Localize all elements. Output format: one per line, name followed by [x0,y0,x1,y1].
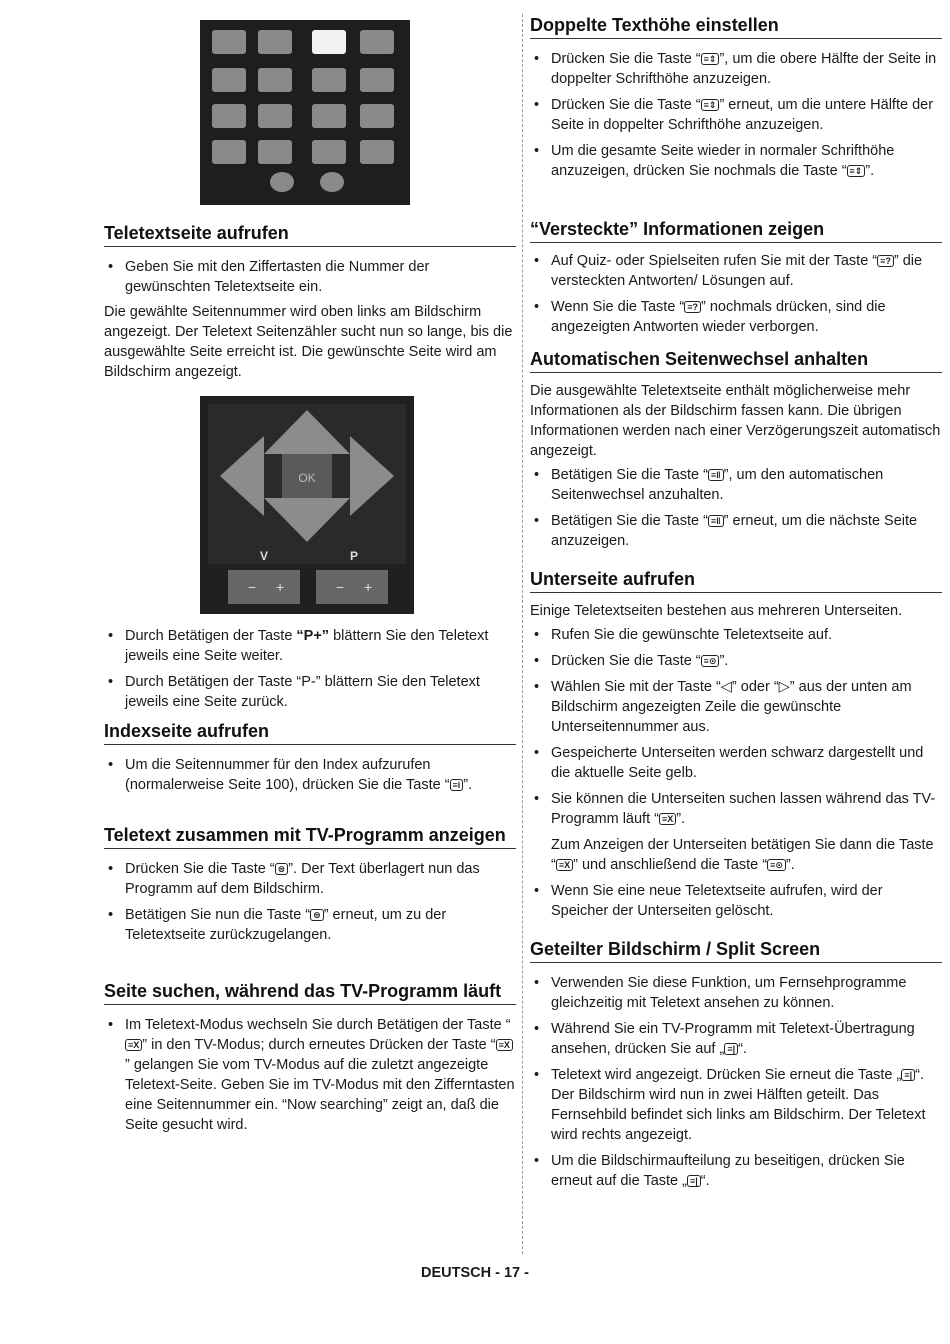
section-search-page [104,980,516,1135]
list-item: • Betätigen Sie die Taste “ ≡‖ ” erneut, um die nächste Seite anzuzeigen. [530,511,942,551]
ok-button-label: OK [298,471,316,485]
column-divider [522,14,523,1254]
mix-key-icon: ⊜ [275,863,289,875]
list-item: • Betätigen Sie nun die Taste “ ⊜ ” erneut, um zu der Teletextseite zurückzugelangen. [104,905,516,945]
cancel-key-icon: ≡X [556,859,573,871]
section-hidden-info [530,218,942,337]
list-item: • Geben Sie mit den Ziffertasten die Nummer der gewünschten Teletextseite ein. [104,257,516,297]
subpage-key-icon: ≡⊙ [701,655,720,667]
list-item: • Rufen Sie die gewünschte Teletextseite auf. [530,625,942,645]
section-title: Unterseite aufrufen [530,568,942,593]
section-subpage [530,568,942,921]
list-item: • Gespeicherte Unterseiten werden schwarz dargestellt und die aktuelle Seite gelb. [530,743,942,783]
list-item: • Auf Quiz- oder Spielseiten rufen Sie mit der Taste “ ≡? ” die versteckten Antworten/ Lösungen auf. [530,251,942,291]
reveal-key-icon: ≡? [877,255,894,267]
paragraph: Die gewählte Seitennummer wird oben links am Bildschirm angezeigt. Der Teletext Seitenzähler sucht nun so lange, bis die ausgewählte Seite erreicht ist. Die gewünschte Seite wird am Bildschirm angezeigt. [104,304,513,380]
section-title: Indexseite aufrufen [104,720,516,745]
size-key-icon: ≡⇕ [847,165,866,177]
list-item: • Während Sie ein TV-Programm mit Teletext-Übertragung ansehen, drücken Sie auf „ ≡| “. [530,1019,942,1059]
section-title: Seite suchen, während das TV-Programm läuft [104,980,516,1005]
section-title: Teletext zusammen mit TV-Programm anzeigen [104,824,516,849]
list-item: • Drücken Sie die Taste “ ⊜ ”. Der Text überlagert nun das Programm auf dem Bildschirm. [104,859,516,899]
section-title: Geteilter Bildschirm / Split Screen [530,938,942,963]
section-split-screen [530,938,942,1191]
list-item: • Wenn Sie die Taste “ ≡? ” nochmals drücken, sind die angezeigten Antworten wieder verborgen. [530,297,942,337]
size-key-icon: ≡⇕ [701,53,720,65]
paragraph: Einige Teletextseiten bestehen aus mehreren Unterseiten. [530,603,903,619]
mix-key-icon: ⊜ [310,909,324,921]
section-page-navigation [104,626,516,712]
section-hold-page [530,348,942,551]
svg-text:−: − [336,579,345,595]
list-item: • Teletext wird angezeigt. Drücken Sie erneut die Taste „ ≡| “. Der Bildschirm wird nun in zwei Hälften geteilt. Das Fernsehbild befindet sich links am Bildschirm. Der Teletext wird rechts angezeigt. [530,1065,942,1145]
section-title: Automatischen Seitenwechsel anhalten [530,348,942,373]
list-item: • Durch Betätigen der Taste “P+” blättern Sie den Teletext jeweils eine Seite weiter. [104,626,516,666]
remote-keypad-image [200,20,410,205]
svg-text:+: + [364,579,373,595]
list-item: • Drücken Sie die Taste “ ≡⇕ ”, um die obere Hälfte der Seite in doppelter Schrifthöhe anzuzeigen. [530,49,942,89]
paragraph: Die ausgewählte Teletextseite enthält möglicherweise mehr Informationen als der Bildschirm fassen kann. Die übrigen Informationen werden nach einer Verzögerungszeit automatisch angezeigt. [530,383,941,459]
split-key-icon: ≡| [687,1175,701,1187]
split-key-icon: ≡| [724,1043,738,1055]
hold-key-icon: ≡‖ [708,515,724,527]
svg-text:−: − [248,579,257,595]
section-title: Doppelte Texthöhe einstellen [530,14,942,39]
section-index-page [104,720,516,795]
section-title: “Versteckte” Informationen zeigen [530,218,942,243]
hold-key-icon: ≡‖ [708,469,724,481]
list-item: • Um die gesamte Seite wieder in normaler Schrifthöhe anzuzeigen, drücken Sie nochmals die Taste “ ≡⇕ ”. [530,141,942,181]
page-footer: DEUTSCH - 17 - [421,1265,529,1281]
section-teletext-with-tv [104,824,516,945]
list-item: • Im Teletext-Modus wechseln Sie durch Betätigen der Taste “≡X ” in den TV-Modus; durch erneutes Drücken der Taste “ ≡X” gelangen Sie vom TV-Modus auf die zuletzt angezeigte Teletext-Seite. Geben Sie im TV-Modus mit den Zifferntasten eine Seitennummer ein. “Now searching” zeigt an, daß die Seite gesucht wird. [104,1015,516,1135]
paragraph: Zum Anzeigen der Unterseiten betätigen Sie dann die Taste “ ≡X ” und anschließend die Taste “ ≡⊙ ”. [551,837,934,873]
volume-label: V [260,549,269,563]
list-item: • Wenn Sie eine neue Teletextseite aufrufen, wird der Speicher der Unterseiten gelöscht. [530,881,942,921]
subpage-key-icon: ≡⊙ [767,859,786,871]
cancel-key-icon: ≡X [659,813,676,825]
list-item: • Durch Betätigen der Taste “P-” blättern Sie den Teletext jeweils eine Seite zurück. [104,672,516,712]
list-item: • Drücken Sie die Taste “ ≡⊙ ”. [530,651,942,671]
list-item: • Wählen Sie mit der Taste “◁” oder “▷” aus der unten am Bildschirm angezeigten Zeile die gewünschte Unterseitennummer aus. [530,677,942,737]
list-item: • Drücken Sie die Taste “ ≡⇕ ” erneut, um die untere Hälfte der Seite in doppelter Schrifthöhe anzuzeigen. [530,95,942,135]
program-label: P [350,549,359,563]
remote-navigation-image [200,396,414,614]
list-item: • Verwenden Sie diese Funktion, um Fernsehprogramme gleichzeitig mit Teletext ansehen zu können. [530,973,942,1013]
list-item: • Sie können die Unterseiten suchen lassen während das TV-Programm läuft “ ≡X ”. [530,789,942,829]
section-teletext-page [104,222,516,382]
cancel-key-icon: ≡X [496,1039,513,1051]
svg-text:+: + [276,579,285,595]
list-item: • Um die Seitennummer für den Index aufzurufen (normalerweise Seite 100), drücken Sie die Taste “ ≡i ”. [104,755,516,795]
split-key-icon: ≡| [901,1069,915,1081]
index-key-icon: ≡i [450,779,464,791]
cancel-key-icon: ≡X [125,1039,142,1051]
section-double-height [530,14,942,181]
section-title: Teletextseite aufrufen [104,222,516,247]
size-key-icon: ≡⇕ [701,99,720,111]
list-item: • Betätigen Sie die Taste “ ≡‖ ”, um den automatischen Seitenwechsel anzuhalten. [530,465,942,505]
reveal-key-icon: ≡? [684,301,701,313]
list-item: • Um die Bildschirmaufteilung zu beseitigen, drücken Sie erneut auf die Taste „ ≡| “. [530,1151,942,1191]
